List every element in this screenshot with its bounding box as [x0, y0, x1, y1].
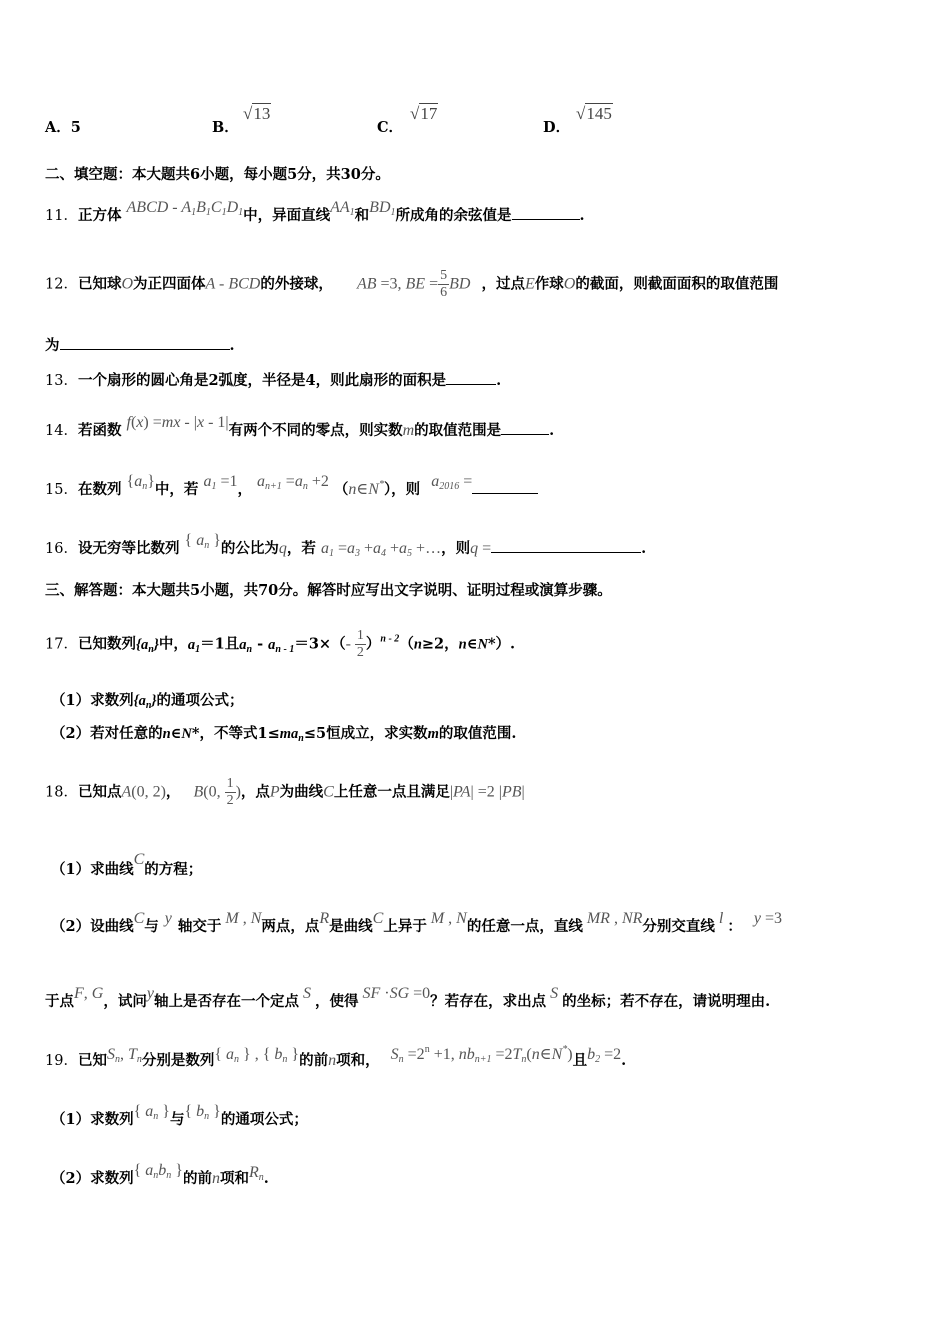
- question-19: 19．已知$S_n$, $T_n$分别是数列{ $a_n$ } , { $b_n$ }的前n项和， $S_n =2^n +1$, $nb_{n+1}$ $=2T_n(n\in N^*)$且$b_2 =2$.: [45, 1044, 627, 1069]
- question-18-part2-cont: 于点F, G，试问y轴上是否存在一个定点 S ，使得 SF ·SG =0？若存在，求出点 S 的坐标；若不存在，请说明理由.: [45, 985, 771, 1010]
- question-18: 18．已知点A(0, 2)， B(0, $\frac{1}{2}$ )，点P为曲线C上任意一点且满足|PA| =2 |PB|: [45, 776, 525, 808]
- section-3-heading: 三、解答题：本大题共5小题，共70分。解答时应写出文字说明、证明过程或演算步骤。: [45, 582, 612, 599]
- question-19-part1: （1）求数列{ $a_n$ }与{ $b_n$ }的通项公式；: [51, 1103, 308, 1128]
- question-11: 11．正方体 ABCD - $A_1B_1C_1D_1$中，异面直线$AA_1$和$BD_1$所成角的余弦值是 .: [45, 199, 585, 224]
- section-2-heading: 二、填空题：本大题共6小题，每小题5分，共30分。: [45, 166, 390, 183]
- question-19-part2: （2）求数列{ $a_nb_n$ }的前n项和$R_n$.: [51, 1162, 269, 1187]
- option-a: A．5: [45, 119, 81, 136]
- option-b: B．: [212, 119, 239, 136]
- question-16: 16．设无穷等比数列 { $a_n$ }的公比为q，若 $a_1 =a_3 +a_4 +a_5$ +…，则q = .: [45, 532, 647, 559]
- question-17: 17．已知数列$\{a_n\}$中，$a_1=1$且$a_n - a_{n - 1}=3\times(-$ $\frac{1}{2}$ ）$^{n - 2}$（n≥2，n∈N*）.: [45, 628, 516, 660]
- option-d-value: √145: [576, 104, 612, 123]
- question-12: 12．已知球O为正四面体A - BCD的外接球， AB =3, BE = $\frac{5}{6}$ BD ，过点E作球O的截面，则截面面积的取值范围: [45, 268, 779, 300]
- question-17-part2: （2）若对任意的n∈N*，不等式$1\le ma_n\le 5$恒成立，求实数m的取值范围.: [51, 725, 517, 744]
- question-14: 14．若函数 f(x) =mx - |x - 1|有两个不同的零点，则实数m的取值范围是 .: [45, 414, 555, 439]
- question-13: 13．一个扇形的圆心角是2弧度，半径是4，则此扇形的面积是 .: [45, 372, 502, 389]
- question-15: 15．在数列 $\{a_n\}$中，若 $a_1 =1$， $a_{n+1} =a_n +2$ （n∈N*），则 $a_{2016}$ =: [45, 473, 538, 499]
- option-d: D．: [543, 119, 571, 136]
- question-17-part1: （1）求数列$\{a_n\}$的通项公式；: [51, 692, 244, 711]
- question-18-part1: （1）求曲线C的方程；: [51, 851, 203, 878]
- option-c: C．: [377, 119, 404, 136]
- option-c-value: √17: [410, 104, 438, 123]
- question-18-part2: （2）设曲线C与 y 轴交于 M , N两点，点R是曲线C上异于 M , N的任意一点，直线 MR , NR分别交直线 l ： y =3: [51, 910, 782, 935]
- option-b-value: √13: [243, 104, 271, 123]
- question-12-cont: 为 .: [45, 337, 235, 354]
